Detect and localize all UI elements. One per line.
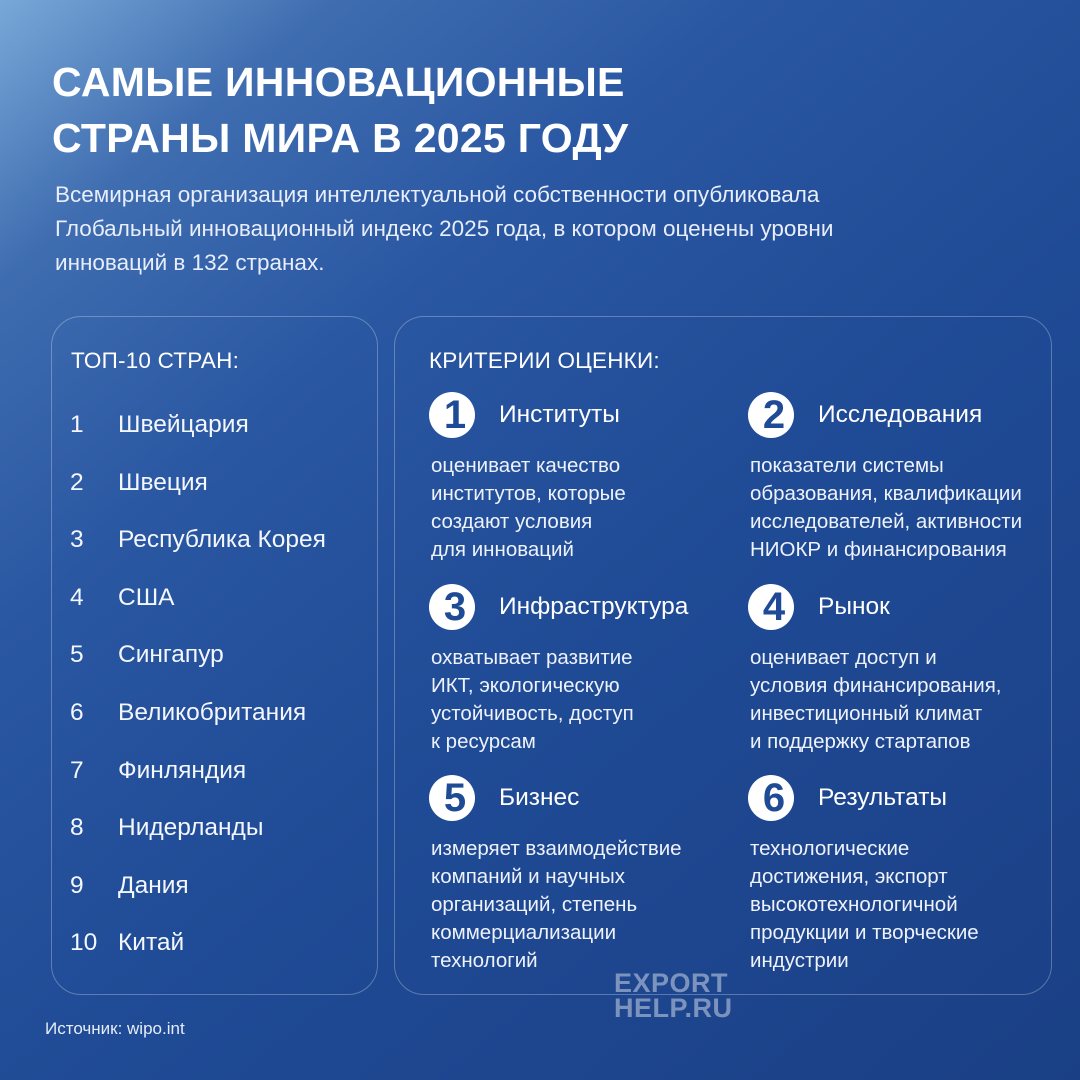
page-title [52, 54, 628, 166]
subtitle [55, 178, 1015, 280]
description-line: и поддержку стартапов [750, 730, 971, 753]
criteria-heading: КРИТЕРИИ ОЦЕНКИ: [429, 348, 660, 373]
description-line: технологические [750, 837, 910, 860]
rank-number: 1 [70, 411, 84, 438]
description-line: измеряет взаимодействие [431, 837, 682, 860]
criterion-results [748, 775, 1048, 975]
rank-number: 7 [70, 756, 84, 784]
description-line: к ресурсам [431, 730, 536, 753]
description-line: коммерциализации [431, 921, 617, 944]
criterion-header [429, 392, 729, 438]
description-line: продукции и творческие [750, 921, 979, 944]
brand-line: HELP.RU [614, 993, 733, 1023]
rank-number: 8 [70, 814, 84, 842]
number-badge-icon [429, 775, 475, 821]
criterion-description [431, 452, 729, 564]
criterion-infrastructure [429, 584, 729, 756]
subtitle-line: инноваций в 132 странах. [55, 250, 325, 275]
description-line: показатели системы [750, 454, 944, 477]
description-line: условия финансирования, [750, 674, 1002, 697]
badge-number: 5 [443, 776, 467, 820]
description-line: устойчивость, доступ [431, 702, 634, 725]
top10-list [70, 411, 326, 987]
country-name: Республика Корея [118, 526, 326, 554]
rank-number: 5 [70, 641, 84, 669]
rank-number: 4 [70, 583, 84, 611]
list-item [70, 757, 326, 815]
top10-heading: ТОП-10 СТРАН: [71, 348, 240, 373]
subtitle-line: Всемирная организация интеллектуальной собственности опубликовала [55, 182, 820, 207]
rank-number: 2 [70, 468, 84, 496]
list-item [70, 872, 326, 930]
criterion-header [429, 775, 729, 821]
criterion-title: Бизнес [499, 784, 580, 811]
badge-number: 2 [762, 393, 786, 437]
description-line: компаний и научных [431, 865, 625, 888]
criterion-title: Рынок [818, 593, 890, 620]
description-line: создают условия [431, 510, 593, 533]
criterion-description [431, 644, 729, 756]
number-badge-icon [748, 392, 794, 438]
criteria-panel [394, 316, 1052, 998]
description-line: исследователей, активности [750, 510, 1023, 533]
criterion-business [429, 775, 729, 975]
rank-number: 10 [70, 929, 98, 957]
country-name: Китай [118, 929, 185, 957]
brand-watermark-logo [614, 968, 733, 1023]
top10-panel [51, 316, 378, 995]
badge-number: 1 [443, 393, 467, 437]
list-item [70, 411, 326, 469]
description-line: технологий [431, 949, 538, 972]
list-item [70, 699, 326, 757]
description-line: достижения, экспорт [750, 865, 948, 888]
list-item [70, 584, 326, 642]
badge-number: 6 [762, 776, 786, 820]
criterion-description [750, 835, 1048, 975]
title-line: САМЫЕ ИННОВАЦИОННЫЕ [52, 59, 625, 105]
badge-number: 4 [762, 585, 786, 629]
criterion-description [750, 452, 1048, 564]
list-item [70, 641, 326, 699]
criterion-header [748, 584, 1048, 630]
rank-number: 6 [70, 698, 84, 726]
criterion-title: Институты [499, 401, 620, 428]
subtitle-line: Глобальный инновационный индекс 2025 года, в котором оценены уровни [55, 216, 834, 241]
description-line: организаций, степень [431, 893, 638, 916]
number-badge-icon [429, 392, 475, 438]
criterion-institutions [429, 392, 729, 564]
criterion-header [429, 584, 729, 630]
description-line: оценивает доступ и [750, 646, 937, 669]
criterion-description [750, 644, 1048, 756]
description-line: образования, квалификации [750, 482, 1022, 505]
description-line: оценивает качество [431, 454, 621, 477]
country-name: Сингапур [118, 641, 224, 669]
country-name: США [118, 583, 175, 611]
description-line: НИОКР и финансирования [750, 538, 1007, 561]
rank-number: 9 [70, 871, 84, 899]
country-name: Швеция [118, 468, 208, 496]
brand-line: EXPORT [614, 968, 729, 998]
criterion-description [431, 835, 729, 975]
criterion-title: Результаты [818, 784, 948, 811]
rank-number: 3 [70, 526, 84, 554]
description-line: институтов, которые [431, 482, 626, 505]
country-name: Швейцария [118, 411, 249, 438]
criterion-research [748, 392, 1048, 564]
title-line: СТРАНЫ МИРА В 2025 ГОДУ [52, 115, 629, 161]
country-name: Нидерланды [118, 814, 264, 842]
number-badge-icon [429, 584, 475, 630]
description-line: ИКТ, экологическую [431, 674, 620, 697]
criterion-title: Исследования [818, 401, 983, 428]
criterion-title: Инфраструктура [499, 593, 689, 620]
list-item [70, 526, 326, 584]
country-name: Финляндия [118, 756, 247, 784]
number-badge-icon [748, 775, 794, 821]
criterion-market [748, 584, 1048, 756]
description-line: высокотехнологичной [750, 893, 958, 916]
criterion-header [748, 775, 1048, 821]
country-name: Дания [118, 871, 189, 899]
list-item [70, 814, 326, 872]
list-item [70, 929, 326, 987]
description-line: для инноваций [431, 538, 574, 561]
badge-number: 3 [443, 585, 467, 629]
list-item [70, 469, 326, 527]
number-badge-icon [748, 584, 794, 630]
description-line: индустрии [750, 949, 849, 972]
criterion-header [748, 392, 1048, 438]
country-name: Великобритания [118, 698, 307, 726]
source-note: Источник: wipo.int [45, 1019, 185, 1038]
description-line: инвестиционный климат [750, 702, 983, 725]
description-line: охватывает развитие [431, 646, 633, 669]
